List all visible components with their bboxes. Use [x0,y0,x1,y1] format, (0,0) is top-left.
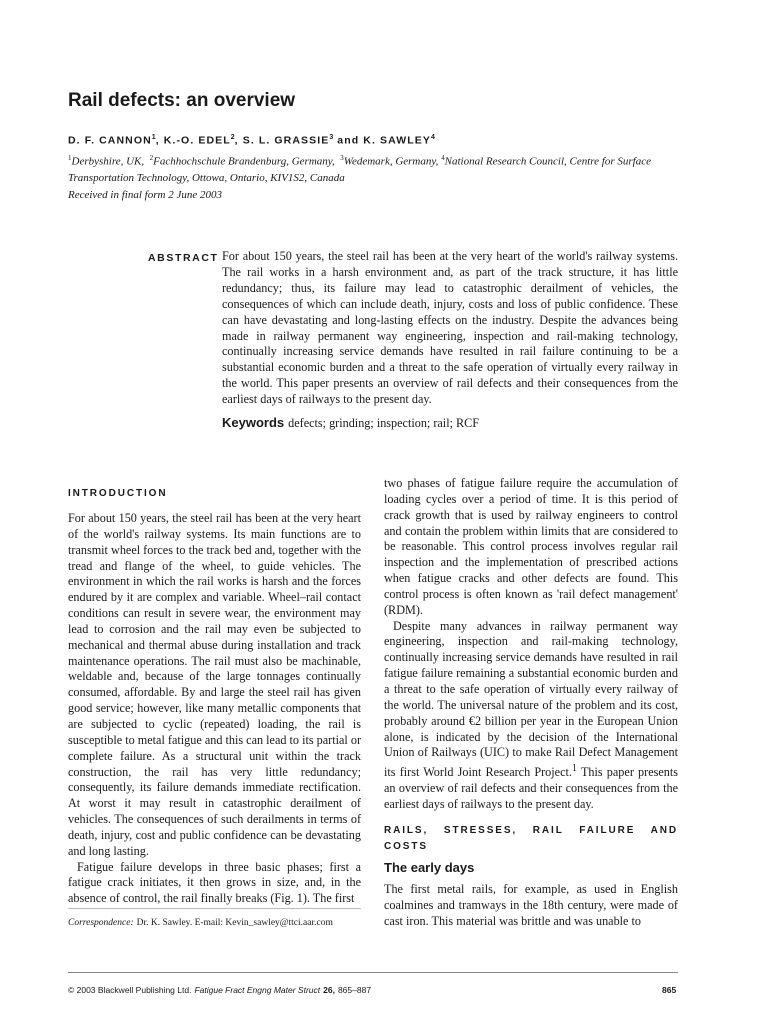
affiliation-mark: 3 [340,154,344,162]
section-heading-rails: RAILS, STRESSES, RAIL FAILURE AND COSTS [384,824,678,852]
correspondence [68,918,333,928]
paragraph: For about 150 years, the steel rail has been at the very heart of the world's railway systems. Its main functions are to transmit wheel forces to the track bed and, together with the tread and flange of the wheel, to guide vehicles. The environment in which the rail works is harsh and the forces endured by it are complex and variable. Wheel–rail contact conditions can result in severe wear, the environment may lead to corrosion and the rail may even be subjected to mechanical and thermal abuse during installation and track maintenance operations. The rail must also be machinable, weldable and, because of the large tonnages continually consumed, affordable. By and large the steel rail has given good service; however, like many metallic components that are subjected to cyclic (repeated) loading, the rail is susceptible to metal fatigue and this can lead to its partial or complete failure. As a structural unit within the track construction, the rail has very little redundancy; consequently, its failure demands immediate rectification. At worst it may result in catastrophic derailment of vehicles. The consequences of such derailments in terms of death, injury, cost and public confidence can be devastating and long lasting. [68,511,361,858]
author-name: S. L. GRASSIE [242,134,330,147]
affiliation-text: Derbyshire, UK, [71,155,145,168]
divider [68,908,361,909]
paragraph-text: Despite many advances in railway permanent way engineering, inspection and rail-making technology, continually increasing service demands have resulted in rail fatigue failure remaining a substantial economic burden and a threat to the safe operation of virtually every railway of the world. The universal nature of the problem and its cost, probably around €2 billion per year in the European Union alone, is indicated by the decision of the International Union of Railways (UIC) to make Rail Defect Management its first World Joint Research Project. [384,618,678,780]
keywords-label: Keywords [222,415,285,430]
affiliation-text: Wedemark, Germany, [343,155,439,168]
author-name: D. F. CANNON [68,134,152,147]
received-date: Received in final form 2 June 2003 [68,189,222,201]
keywords [222,415,479,431]
author-name: K. SAWLEY [363,134,431,147]
left-column [68,511,361,907]
paragraph-text: This paper presents an overview of rail defects and their consequences from the earliest days of railways to the present day. [384,765,678,811]
footer-pages: 865–887 [337,985,372,995]
paragraph: The first metal rails, for example, as used in English coalmines and tramways in the 18th century, were made of cast iron. This material was brittle and was unable to [384,882,678,928]
affiliation-text: Fachhochschule Brandenburg, Germany, [153,155,335,168]
affiliations [68,150,700,186]
author-affiliation-mark: 1 [151,134,156,141]
keywords-list: defects; grinding; inspection; rail; RCF [288,416,480,430]
paragraph-part: Fatigue failure develops in three basic phases; first a fatigue crack initiates, it then grows in size, and, in the absence of control, the rail finally breaks (Fig. 1). The first [68,859,361,906]
paper-title: Rail defects: an overview [68,90,296,111]
correspondence-label: Correspondence: [68,918,134,928]
author-separator: and [333,134,364,147]
correspondence-text: Dr. K. Sawley. E-mail: Kevin_sawley@ttci.aar.com [136,918,333,928]
abstract-text: For about 150 years, the steel rail has been at the very heart of the world's railway systems. The rail works in a harsh environment and, as part of the track structure, it has little redundancy; thus, its failure may lead to catastrophic derailment of vehicles, the consequences of which can include death, injury, costs and loss of public confidence. These can have devastating and long-lasting effects on the industry. Despite the advances being made in railway permanent way engineering, inspection and rail-making technology, continually increasing service demands have resulted in rail failure continuing to be a substantial economic burden and a threat to the safe operation of virtually every railway in the world. This paper presents an overview of rail defects and their consequences from the earliest days of railways to the present day. [222,249,678,407]
footnote-ref: 1 [571,763,577,775]
author-separator: , [234,134,243,147]
author-affiliation-mark: 2 [230,134,235,141]
footer-citation [68,985,371,995]
affiliation-mark: 1 [68,154,72,162]
section-heading-introduction: INTRODUCTION [68,488,168,499]
footer-journal: Fatigue Fract Engng Mater Struct [194,985,321,995]
footer-copyright: © 2003 Blackwell Publishing Ltd. [68,985,192,995]
author-affiliation-mark: 4 [430,134,435,141]
subsection-heading: The early days [384,860,475,876]
paragraph-continued: two phases of fatigue failure require the accumulation of loading cycles over a period of time. It is this period of crack growth that is used by railway engineers to control and contain the problem within limits that are considered to be reasonable. This control process involves regular rail inspection and the implementation of prescribed actions when fatigue cracks and other defects are found. This control process is often known as 'rail defect management' (RDM). [384,476,678,617]
author-name: K.-O. EDEL [163,134,231,147]
author-list [68,134,435,147]
affiliation-mark: 4 [441,154,445,162]
footer-volume: 26, [323,985,335,995]
paragraph [384,619,678,813]
affiliation-mark: 2 [149,154,154,162]
right-column [384,476,678,930]
author-affiliation-mark: 3 [329,134,334,141]
affiliation-text: National Research Council, Centre for Surface Transportation Technology, Ottowa, Ontario, KIV1S2, Canada [68,155,651,184]
footer-divider [68,972,678,973]
page-number: 865 [662,985,677,995]
abstract-label: ABSTRACT [148,252,219,264]
author-separator: , [155,134,164,147]
